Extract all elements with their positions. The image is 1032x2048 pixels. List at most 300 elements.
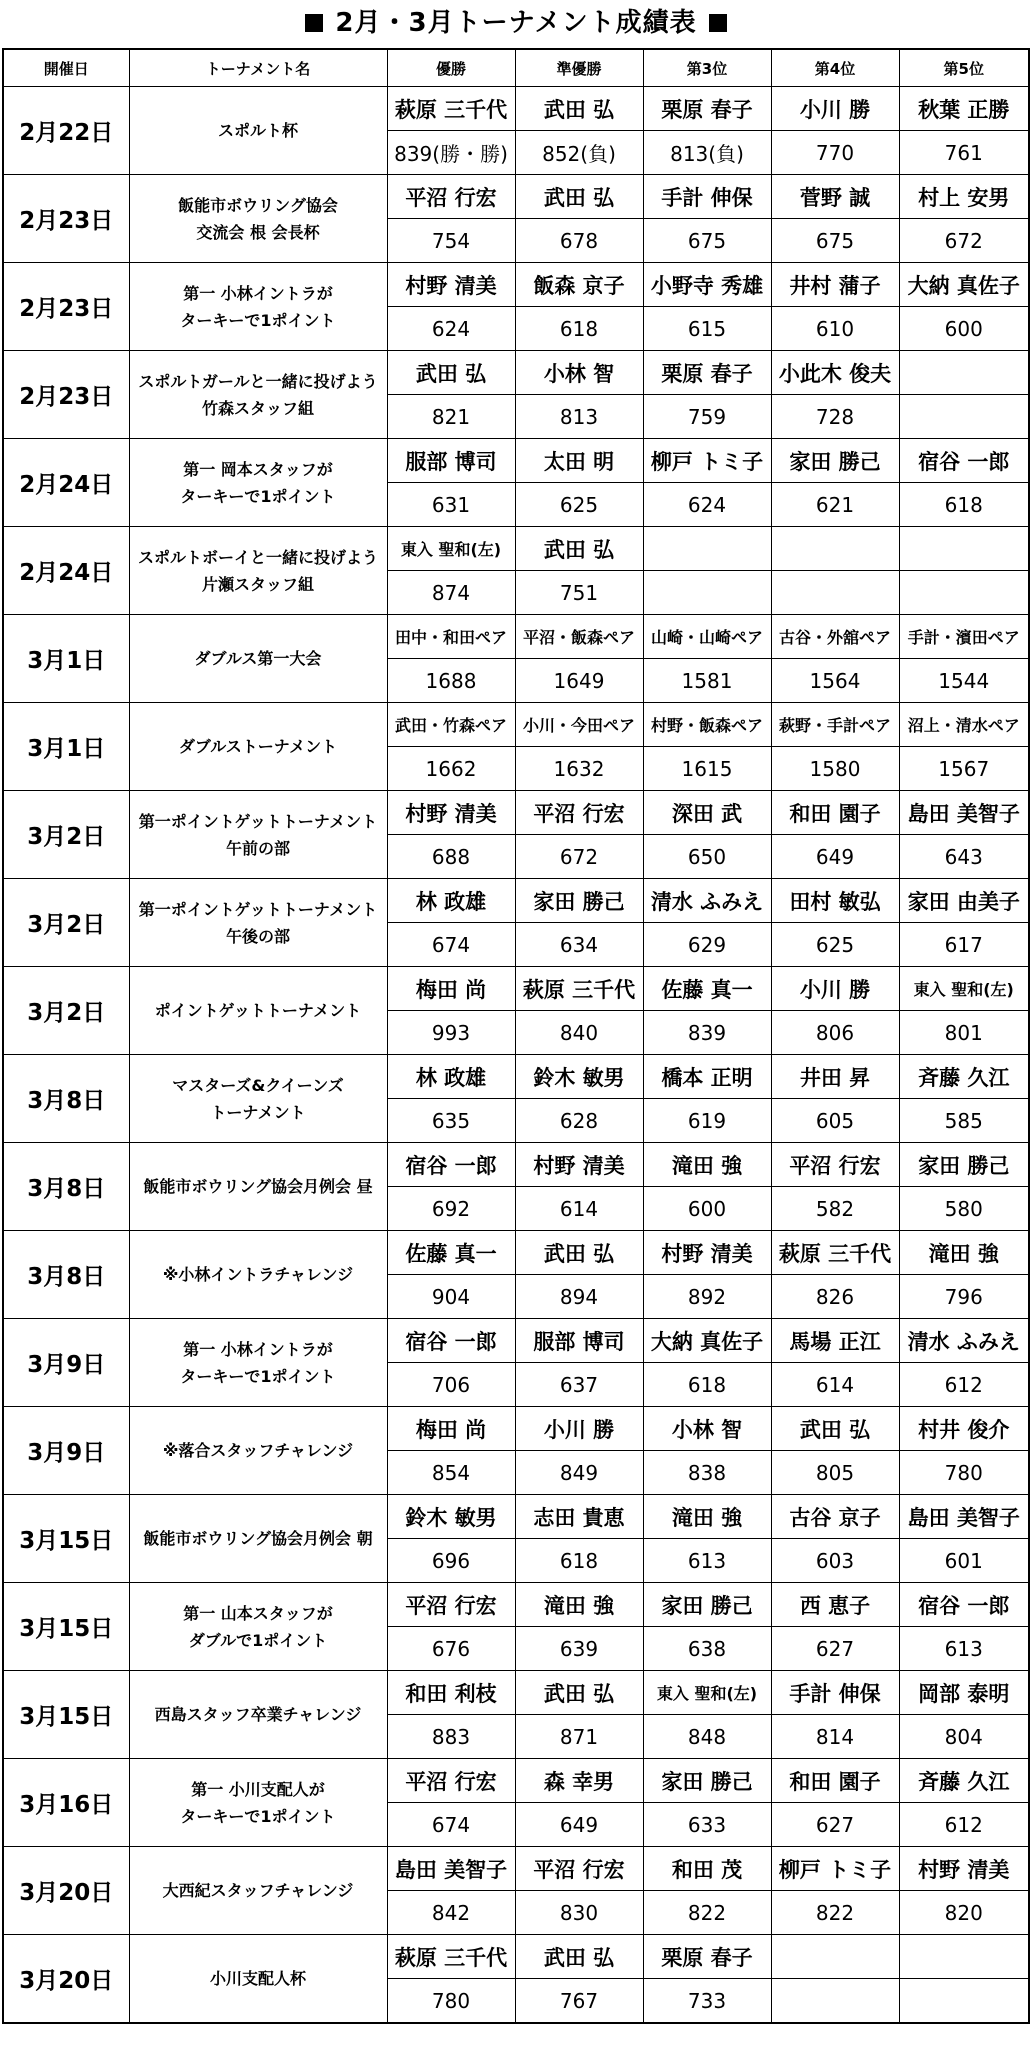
winner-name: 沼上・清水ペア xyxy=(899,703,1029,747)
winner-score: 610 xyxy=(771,307,899,351)
winner-score: 633 xyxy=(643,1803,771,1847)
tournament-name xyxy=(129,1407,387,1495)
tournament-row-players xyxy=(3,791,1029,835)
winner-name: 村野 清美 xyxy=(899,1847,1029,1891)
winner-score: 780 xyxy=(899,1451,1029,1495)
winner-score: 619 xyxy=(643,1099,771,1143)
winner-name: 小此木 俊夫 xyxy=(771,351,899,395)
winner-name: 武田 弘 xyxy=(515,1231,643,1275)
tournament-name xyxy=(129,351,387,439)
header-date: 開催日 xyxy=(3,49,129,87)
tournament-name xyxy=(129,439,387,527)
event-date: 3月9日 xyxy=(3,1407,129,1495)
winner-name: 滝田 強 xyxy=(515,1583,643,1627)
winner-score: 614 xyxy=(771,1363,899,1407)
winner-name: 小川 勝 xyxy=(515,1407,643,1451)
winner-score: 839 xyxy=(643,1011,771,1055)
winner-score: 678 xyxy=(515,219,643,263)
winner-name: 村野 清美 xyxy=(643,1231,771,1275)
winner-score: 624 xyxy=(643,483,771,527)
winner-score: 672 xyxy=(899,219,1029,263)
tournament-name-line: 竹森スタッフ組 xyxy=(201,398,314,418)
tournament-row-players xyxy=(3,527,1029,571)
tournament-name-line: 飯能市ボウリング協会 xyxy=(178,195,338,215)
winner-name: 栗原 春子 xyxy=(643,87,771,131)
winner-score: 728 xyxy=(771,395,899,439)
header-5th: 第5位 xyxy=(899,49,1029,87)
winner-name: 滝田 強 xyxy=(643,1143,771,1187)
tournament-row-players xyxy=(3,1407,1029,1451)
winner-name: 家田 勝己 xyxy=(643,1759,771,1803)
winner-score xyxy=(643,571,771,615)
tournament-name-line: 第一ポイントゲットトーナメント xyxy=(138,899,378,919)
winner-score: 1564 xyxy=(771,659,899,703)
winner-score: 838 xyxy=(643,1451,771,1495)
winner-name: 井村 蒲子 xyxy=(771,263,899,307)
winner-score: 603 xyxy=(771,1539,899,1583)
winner-score: 883 xyxy=(387,1715,515,1759)
winner-name: 宿谷 一郎 xyxy=(387,1319,515,1363)
winner-score: 615 xyxy=(643,307,771,351)
header-row xyxy=(3,49,1029,87)
winner-name: 萩原 三千代 xyxy=(387,87,515,131)
winner-score: 840 xyxy=(515,1011,643,1055)
winner-score: 854 xyxy=(387,1451,515,1495)
winner-name: 家田 勝己 xyxy=(515,879,643,923)
winner-score: 759 xyxy=(643,395,771,439)
winner-name: 小川 勝 xyxy=(771,87,899,131)
tournament-name-line: 第一 小林イントラが xyxy=(183,1339,333,1359)
winner-score: 600 xyxy=(643,1187,771,1231)
winner-score: 627 xyxy=(771,1803,899,1847)
tournament-name xyxy=(129,1055,387,1143)
event-date: 3月8日 xyxy=(3,1055,129,1143)
winner-name: 村野 清美 xyxy=(387,791,515,835)
event-date: 3月15日 xyxy=(3,1495,129,1583)
winner-score: 892 xyxy=(643,1275,771,1319)
winner-score: 780 xyxy=(387,1979,515,2024)
winner-name: 服部 博司 xyxy=(515,1319,643,1363)
winner-name: 手計 伸保 xyxy=(771,1671,899,1715)
winner-score: 675 xyxy=(643,219,771,263)
results-body xyxy=(3,87,1029,2024)
winner-score xyxy=(771,571,899,615)
winner-score: 1688 xyxy=(387,659,515,703)
winner-name: 武田 弘 xyxy=(515,527,643,571)
winner-score xyxy=(899,571,1029,615)
winner-score: 618 xyxy=(643,1363,771,1407)
winner-name: 萩原 三千代 xyxy=(387,1935,515,1979)
winner-name: 梅田 尚 xyxy=(387,1407,515,1451)
winner-score: 871 xyxy=(515,1715,643,1759)
winner-score: 874 xyxy=(387,571,515,615)
winner-name: 萩原 三千代 xyxy=(515,967,643,1011)
winner-score: 674 xyxy=(387,1803,515,1847)
event-date: 3月20日 xyxy=(3,1935,129,2024)
winner-score: 643 xyxy=(899,835,1029,879)
winner-name: 小野寺 秀雄 xyxy=(643,263,771,307)
winner-name: 佐藤 真一 xyxy=(387,1231,515,1275)
results-table xyxy=(2,48,1030,2024)
tournament-name xyxy=(129,527,387,615)
title-square-left xyxy=(305,14,323,32)
winner-name xyxy=(643,527,771,571)
winner-score: 618 xyxy=(515,1539,643,1583)
winner-score: 1662 xyxy=(387,747,515,791)
winner-name: 小川 勝 xyxy=(771,967,899,1011)
winner-score: 674 xyxy=(387,923,515,967)
tournament-row-players xyxy=(3,1495,1029,1539)
winner-name xyxy=(899,351,1029,395)
winner-score: 585 xyxy=(899,1099,1029,1143)
winner-score: 605 xyxy=(771,1099,899,1143)
winner-name: 栗原 春子 xyxy=(643,1935,771,1979)
tournament-name-line: トーナメント xyxy=(210,1102,306,1122)
winner-name: 東入 聖和(左) xyxy=(387,527,515,571)
winner-score: 618 xyxy=(899,483,1029,527)
event-date: 2月23日 xyxy=(3,175,129,263)
winner-score: 801 xyxy=(899,1011,1029,1055)
event-date: 3月16日 xyxy=(3,1759,129,1847)
winner-name: 田中・和田ペア xyxy=(387,615,515,659)
event-date: 3月8日 xyxy=(3,1143,129,1231)
winner-score: 1632 xyxy=(515,747,643,791)
winner-name: 柳戸 トミ子 xyxy=(771,1847,899,1891)
winner-name: 平沼 行宏 xyxy=(387,175,515,219)
event-date: 3月2日 xyxy=(3,879,129,967)
winner-name: 村野・飯森ペア xyxy=(643,703,771,747)
winner-score: 806 xyxy=(771,1011,899,1055)
winner-score: 849 xyxy=(515,1451,643,1495)
winner-score: 796 xyxy=(899,1275,1029,1319)
tournament-name xyxy=(129,1495,387,1583)
winner-score: 696 xyxy=(387,1539,515,1583)
tournament-name xyxy=(129,967,387,1055)
winner-name: 島田 美智子 xyxy=(387,1847,515,1891)
winner-name: 古谷 京子 xyxy=(771,1495,899,1539)
event-date: 3月9日 xyxy=(3,1319,129,1407)
tournament-name-line: ターキーで1ポイント xyxy=(180,1806,336,1826)
tournament-name-line: 第一 小川支配人が xyxy=(191,1779,325,1799)
winner-score: 676 xyxy=(387,1627,515,1671)
tournament-row-players xyxy=(3,1759,1029,1803)
tournament-name xyxy=(129,263,387,351)
winner-name: 滝田 強 xyxy=(899,1231,1029,1275)
tournament-name xyxy=(129,1143,387,1231)
winner-score: 600 xyxy=(899,307,1029,351)
tournament-name-line: スポルトガールと一緒に投げよう xyxy=(138,371,378,391)
winner-name: 斉藤 久江 xyxy=(899,1055,1029,1099)
winner-name: 和田 茂 xyxy=(643,1847,771,1891)
winner-name: 橋本 正明 xyxy=(643,1055,771,1099)
header-1st: 優勝 xyxy=(387,49,515,87)
tournament-name-line: 第一 岡本スタッフが xyxy=(183,459,333,479)
winner-name: 西 恵子 xyxy=(771,1583,899,1627)
winner-name: 栗原 春子 xyxy=(643,351,771,395)
winner-name: 岡部 泰明 xyxy=(899,1671,1029,1715)
tournament-name xyxy=(129,791,387,879)
winner-name: 井田 昇 xyxy=(771,1055,899,1099)
winner-name: 服部 博司 xyxy=(387,439,515,483)
tournament-name xyxy=(129,175,387,263)
winner-name: 柳戸 トミ子 xyxy=(643,439,771,483)
winner-score xyxy=(899,395,1029,439)
event-date: 3月2日 xyxy=(3,967,129,1055)
event-date: 3月8日 xyxy=(3,1231,129,1319)
tournament-name-line: 第一ポイントゲットトーナメント xyxy=(138,811,378,831)
tournament-name xyxy=(129,1935,387,2024)
winner-score: 614 xyxy=(515,1187,643,1231)
tournament-row-players xyxy=(3,967,1029,1011)
header-2nd: 準優勝 xyxy=(515,49,643,87)
winner-name: 宿谷 一郎 xyxy=(899,1583,1029,1627)
winner-name: 家田 由美子 xyxy=(899,879,1029,923)
winner-score: 624 xyxy=(387,307,515,351)
winner-name: 武田 弘 xyxy=(771,1407,899,1451)
tournament-row-players xyxy=(3,1231,1029,1275)
winner-name: 大納 真佐子 xyxy=(899,263,1029,307)
tournament-name-line: スポルトボーイと一緒に投げよう xyxy=(137,547,378,567)
winner-score: 805 xyxy=(771,1451,899,1495)
winner-name: 太田 明 xyxy=(515,439,643,483)
event-date: 2月24日 xyxy=(3,439,129,527)
winner-score: 826 xyxy=(771,1275,899,1319)
tournament-name-line: 西島スタッフ卒業チャレンジ xyxy=(154,1705,362,1724)
tournament-row-players xyxy=(3,87,1029,131)
winner-name: 武田 弘 xyxy=(387,351,515,395)
tournament-name xyxy=(129,1231,387,1319)
tournament-name-line: 午前の部 xyxy=(225,838,290,858)
winner-score: 612 xyxy=(899,1803,1029,1847)
winner-score: 625 xyxy=(515,483,643,527)
tournament-row-players xyxy=(3,703,1029,747)
tournament-row-players xyxy=(3,1143,1029,1187)
winner-name: 古谷・外舘ペア xyxy=(771,615,899,659)
winner-name: 馬場 正江 xyxy=(771,1319,899,1363)
winner-score: 612 xyxy=(899,1363,1029,1407)
winner-score: 675 xyxy=(771,219,899,263)
winner-score: 634 xyxy=(515,923,643,967)
winner-name: 和田 園子 xyxy=(771,1759,899,1803)
winner-score: 672 xyxy=(515,835,643,879)
winner-name: 萩野・手計ペア xyxy=(771,703,899,747)
winner-score: 1567 xyxy=(899,747,1029,791)
winner-name: 宿谷 一郎 xyxy=(387,1143,515,1187)
winner-name: 小林 智 xyxy=(515,351,643,395)
tournament-name-line: 飯能市ボウリング協会月例会 昼 xyxy=(143,1177,373,1196)
winner-score: 650 xyxy=(643,835,771,879)
tournament-row-players xyxy=(3,1583,1029,1627)
winner-name: 東入 聖和(左) xyxy=(643,1671,771,1715)
winner-name: 佐藤 真一 xyxy=(643,967,771,1011)
winner-score: 821 xyxy=(387,395,515,439)
winner-name: 平沼 行宏 xyxy=(515,791,643,835)
winner-name: 村上 安男 xyxy=(899,175,1029,219)
winner-score: 649 xyxy=(771,835,899,879)
winner-name: 武田・竹森ペア xyxy=(387,703,515,747)
winner-name xyxy=(771,1935,899,1979)
winner-score: 770 xyxy=(771,131,899,175)
winner-score: 629 xyxy=(643,923,771,967)
tournament-name-line: 第一 小林イントラが xyxy=(183,283,333,303)
title-text: 2月・3月トーナメント成績表 xyxy=(335,8,697,38)
winner-score: 814 xyxy=(771,1715,899,1759)
winner-score: 848 xyxy=(643,1715,771,1759)
tournament-name-line: 飯能市ボウリング協会月例会 朝 xyxy=(143,1529,373,1548)
tournament-name-line: マスターズ&クイーンズ xyxy=(172,1075,344,1095)
tournament-name-line: ターキーで1ポイント xyxy=(180,486,336,506)
winner-name: 菅野 誠 xyxy=(771,175,899,219)
winner-score: 580 xyxy=(899,1187,1029,1231)
winner-score: 804 xyxy=(899,1715,1029,1759)
winner-score xyxy=(771,1979,899,2024)
winner-name: 鈴木 敏男 xyxy=(515,1055,643,1099)
winner-name: 萩原 三千代 xyxy=(771,1231,899,1275)
tournament-name xyxy=(129,879,387,967)
winner-score: 993 xyxy=(387,1011,515,1055)
tournament-name-line: ターキーで1ポイント xyxy=(180,1366,336,1386)
winner-name: 東入 聖和(左) xyxy=(899,967,1029,1011)
winner-name: 斉藤 久江 xyxy=(899,1759,1029,1803)
winner-score xyxy=(899,1979,1029,2024)
winner-name: 平沼 行宏 xyxy=(771,1143,899,1187)
event-date: 3月1日 xyxy=(3,615,129,703)
tournament-name xyxy=(129,87,387,175)
header-3rd: 第3位 xyxy=(643,49,771,87)
winner-score: 601 xyxy=(899,1539,1029,1583)
winner-name: 武田 弘 xyxy=(515,87,643,131)
winner-score: 1544 xyxy=(899,659,1029,703)
winner-score: 692 xyxy=(387,1187,515,1231)
winner-score: 839(勝・勝) xyxy=(387,131,515,175)
winner-name: 平沼 行宏 xyxy=(387,1759,515,1803)
winner-score: 582 xyxy=(771,1187,899,1231)
tournament-name-line: 第一 山本スタッフが xyxy=(183,1603,333,1623)
winner-score: 638 xyxy=(643,1627,771,1671)
winner-name: 島田 美智子 xyxy=(899,791,1029,835)
tournament-name xyxy=(129,615,387,703)
tournament-name xyxy=(129,1847,387,1935)
winner-name xyxy=(899,527,1029,571)
winner-name: 平沼・飯森ペア xyxy=(515,615,643,659)
winner-name: 小林 智 xyxy=(643,1407,771,1451)
winner-score: 706 xyxy=(387,1363,515,1407)
winner-name: 家田 勝己 xyxy=(771,439,899,483)
winner-score: 820 xyxy=(899,1891,1029,1935)
tournament-name-line: スポルト杯 xyxy=(217,121,298,140)
tournament-row-players xyxy=(3,1319,1029,1363)
tournament-row-players xyxy=(3,1671,1029,1715)
tournament-name-line: 片瀬スタッフ組 xyxy=(201,574,314,594)
winner-name: 大納 真佐子 xyxy=(643,1319,771,1363)
winner-name: 飯森 京子 xyxy=(515,263,643,307)
winner-score: 613 xyxy=(899,1627,1029,1671)
winner-name xyxy=(899,1935,1029,1979)
event-date: 3月1日 xyxy=(3,703,129,791)
tournament-row-players xyxy=(3,175,1029,219)
tournament-name-line: ダブルストーナメント xyxy=(178,737,338,756)
winner-score: 1580 xyxy=(771,747,899,791)
winner-name: 平沼 行宏 xyxy=(515,1847,643,1891)
page-title xyxy=(0,0,1032,46)
winner-name: 清水 ふみえ xyxy=(643,879,771,923)
event-date: 3月2日 xyxy=(3,791,129,879)
tournament-name-line: ※落合スタッフチャレンジ xyxy=(162,1441,354,1460)
event-date: 2月23日 xyxy=(3,351,129,439)
winner-name: 手計・濱田ペア xyxy=(899,615,1029,659)
winner-score: 813(負) xyxy=(643,131,771,175)
title-square-right xyxy=(709,14,727,32)
winner-score: 767 xyxy=(515,1979,643,2024)
winner-score: 621 xyxy=(771,483,899,527)
winner-score: 1649 xyxy=(515,659,643,703)
winner-score: 618 xyxy=(515,307,643,351)
winner-score: 649 xyxy=(515,1803,643,1847)
tournament-name xyxy=(129,1583,387,1671)
event-date: 3月15日 xyxy=(3,1671,129,1759)
winner-score: 761 xyxy=(899,131,1029,175)
winner-name: 島田 美智子 xyxy=(899,1495,1029,1539)
winner-score: 635 xyxy=(387,1099,515,1143)
tournament-name-line: ※小林イントラチャレンジ xyxy=(162,1265,354,1284)
tournament-row-players xyxy=(3,1935,1029,1979)
winner-name: 田村 敏弘 xyxy=(771,879,899,923)
winner-score: 822 xyxy=(643,1891,771,1935)
winner-name: 林 政雄 xyxy=(387,879,515,923)
tournament-name xyxy=(129,703,387,791)
tournament-name-line: ターキーで1ポイント xyxy=(180,310,336,330)
event-date: 2月22日 xyxy=(3,87,129,175)
winner-score: 627 xyxy=(771,1627,899,1671)
winner-name: 平沼 行宏 xyxy=(387,1583,515,1627)
winner-score: 637 xyxy=(515,1363,643,1407)
tournament-row-players xyxy=(3,1055,1029,1099)
event-date: 3月15日 xyxy=(3,1583,129,1671)
winner-name xyxy=(771,527,899,571)
winner-score: 631 xyxy=(387,483,515,527)
winner-score: 1581 xyxy=(643,659,771,703)
winner-name: 家田 勝己 xyxy=(643,1583,771,1627)
tournament-name-line: 交流会 根 会長杯 xyxy=(196,222,320,242)
tournament-row-players xyxy=(3,615,1029,659)
winner-score: 733 xyxy=(643,1979,771,2024)
winner-name: 清水 ふみえ xyxy=(899,1319,1029,1363)
winner-name: 宿谷 一郎 xyxy=(899,439,1029,483)
winner-name: 村野 清美 xyxy=(515,1143,643,1187)
winner-name: 秋葉 正勝 xyxy=(899,87,1029,131)
winner-score: 830 xyxy=(515,1891,643,1935)
winner-name: 深田 武 xyxy=(643,791,771,835)
event-date: 2月23日 xyxy=(3,263,129,351)
winner-score: 822 xyxy=(771,1891,899,1935)
tournament-row-players xyxy=(3,351,1029,395)
winner-name: 和田 園子 xyxy=(771,791,899,835)
winner-name: 林 政雄 xyxy=(387,1055,515,1099)
winner-name: 森 幸男 xyxy=(515,1759,643,1803)
winner-score: 1615 xyxy=(643,747,771,791)
tournament-row-players xyxy=(3,879,1029,923)
winner-name: 和田 利枝 xyxy=(387,1671,515,1715)
tournament-row-players xyxy=(3,263,1029,307)
winner-score: 852(負) xyxy=(515,131,643,175)
winner-name: 手計 伸保 xyxy=(643,175,771,219)
winner-score: 688 xyxy=(387,835,515,879)
winner-name: 梅田 尚 xyxy=(387,967,515,1011)
tournament-name xyxy=(129,1319,387,1407)
winner-score: 754 xyxy=(387,219,515,263)
tournament-name xyxy=(129,1759,387,1847)
winner-score: 628 xyxy=(515,1099,643,1143)
